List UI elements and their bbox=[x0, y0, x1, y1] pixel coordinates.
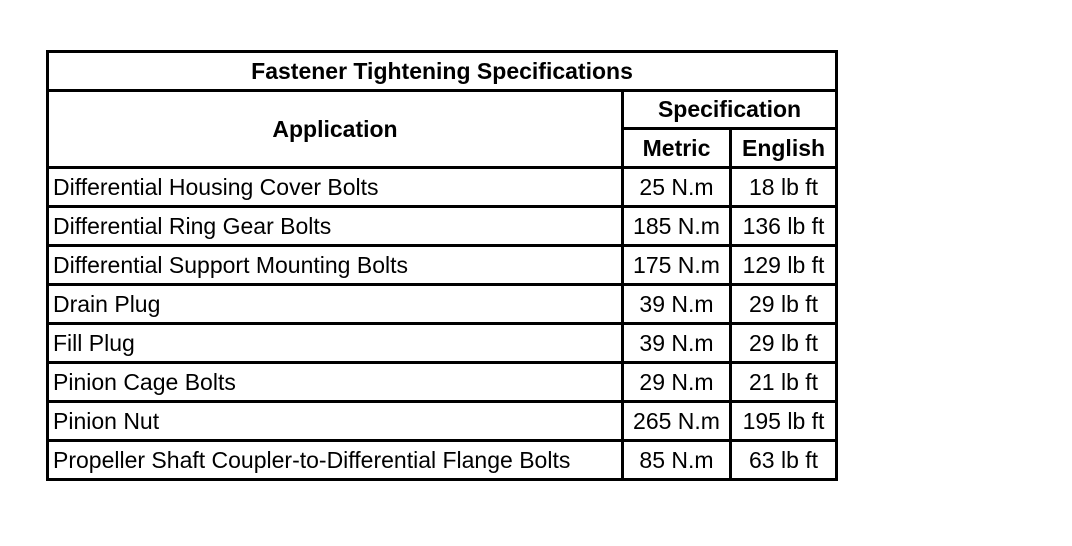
application-cell: Differential Housing Cover Bolts bbox=[48, 168, 623, 207]
header-english: English bbox=[731, 129, 837, 168]
metric-cell: 265 N.m bbox=[623, 402, 731, 441]
english-cell: 29 lb ft bbox=[731, 324, 837, 363]
metric-cell: 39 N.m bbox=[623, 324, 731, 363]
metric-cell: 175 N.m bbox=[623, 246, 731, 285]
table-row bbox=[48, 402, 837, 441]
header-metric: Metric bbox=[623, 129, 731, 168]
english-cell: 195 lb ft bbox=[731, 402, 837, 441]
table-row bbox=[48, 441, 837, 480]
header-application: Application bbox=[48, 91, 623, 168]
english-cell: 136 lb ft bbox=[731, 207, 837, 246]
english-cell: 18 lb ft bbox=[731, 168, 837, 207]
table-row bbox=[48, 246, 837, 285]
table-row bbox=[48, 363, 837, 402]
metric-cell: 25 N.m bbox=[623, 168, 731, 207]
application-cell: Drain Plug bbox=[48, 285, 623, 324]
title-row bbox=[48, 52, 837, 91]
application-cell: Fill Plug bbox=[48, 324, 623, 363]
table-row bbox=[48, 324, 837, 363]
english-cell: 129 lb ft bbox=[731, 246, 837, 285]
header-specification: Specification bbox=[623, 91, 837, 129]
table-title: Fastener Tightening Specifications bbox=[48, 52, 837, 91]
metric-cell: 185 N.m bbox=[623, 207, 731, 246]
table-row bbox=[48, 207, 837, 246]
application-cell: Pinion Cage Bolts bbox=[48, 363, 623, 402]
fastener-spec-table bbox=[46, 50, 838, 481]
application-cell: Differential Ring Gear Bolts bbox=[48, 207, 623, 246]
table-row bbox=[48, 168, 837, 207]
header-row-specification bbox=[48, 91, 837, 129]
english-cell: 21 lb ft bbox=[731, 363, 837, 402]
application-cell: Propeller Shaft Coupler-to-Differential Flange Bolts bbox=[48, 441, 623, 480]
english-cell: 29 lb ft bbox=[731, 285, 837, 324]
application-cell: Pinion Nut bbox=[48, 402, 623, 441]
metric-cell: 29 N.m bbox=[623, 363, 731, 402]
application-cell: Differential Support Mounting Bolts bbox=[48, 246, 623, 285]
english-cell: 63 lb ft bbox=[731, 441, 837, 480]
metric-cell: 39 N.m bbox=[623, 285, 731, 324]
table-row bbox=[48, 285, 837, 324]
metric-cell: 85 N.m bbox=[623, 441, 731, 480]
